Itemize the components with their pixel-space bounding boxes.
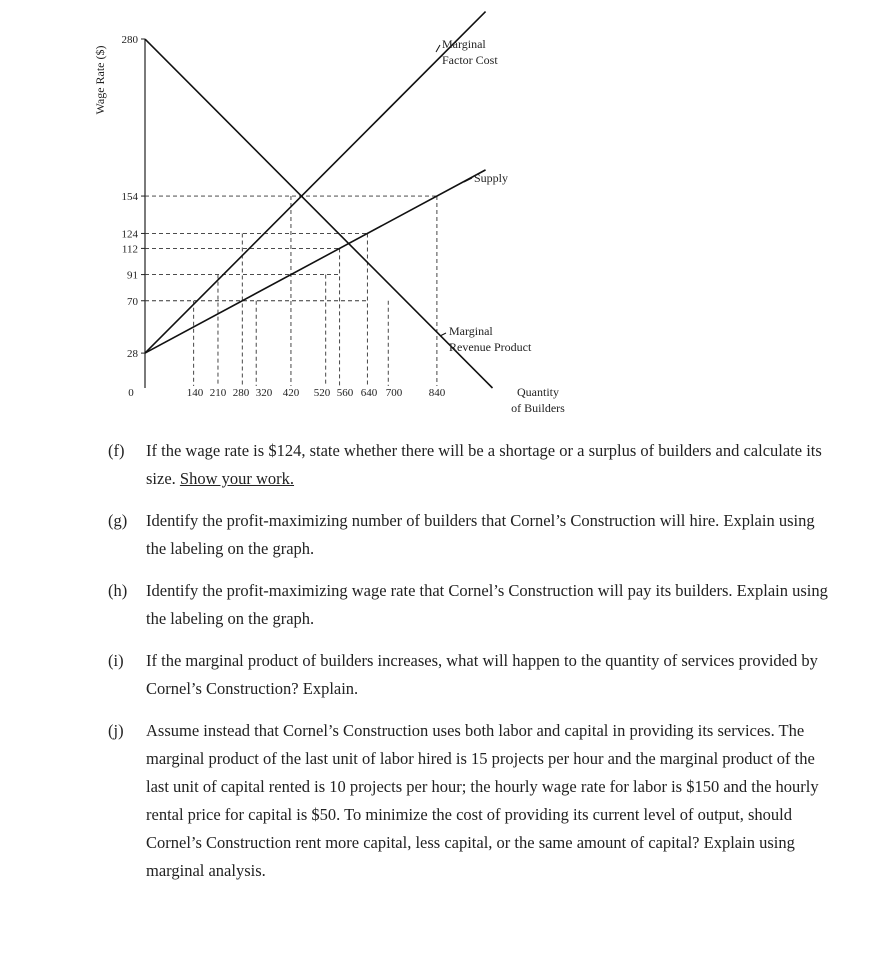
question-letter: (f) [108,441,125,460]
label-pointer [436,45,440,52]
labor-market-chart [0,0,875,425]
chart-area [0,0,875,425]
x-tick-label: 210 [209,387,227,399]
label-pointer [440,333,446,336]
y-tick-label: 112 [121,243,138,256]
y-tick-label: 91 [127,269,138,282]
marginal-revenue-product-label: Revenue Product [449,340,532,354]
x-axis-label: of Builders [511,401,565,415]
question-letter: (g) [108,511,128,530]
question-text: Identify the profit-maximizing number of builders that Cornel’s Construction will hire. Explain using the labeling on the graph. [146,511,815,558]
y-axis-label: Wage Rate ($) [93,45,107,115]
marginal-factor-cost-line [145,12,486,354]
y-tick-label: 280 [121,34,138,47]
marginal-revenue-product-label: Marginal [449,324,493,338]
marginal-factor-cost-label: Marginal [442,37,486,51]
marginal-factor-cost-label: Factor Cost [442,53,498,67]
y-tick-label: 28 [127,348,138,361]
question-item [108,507,828,563]
supply-label: Supply [474,171,509,185]
question-item [108,577,828,633]
question-item [108,717,828,885]
x-tick-label: 560 [336,387,354,399]
question-letter: (h) [108,581,128,600]
question-text: Identify the profit-maximizing wage rate that Cornel’s Construction will pay its builders. Explain using the labeling on the graph. [146,581,828,628]
question-text: If the wage rate is $124, state whether there will be a shortage or a surplus of builders and calculate its size. [146,441,822,488]
question-list [108,437,828,899]
question-letter: (i) [108,651,124,670]
x-tick-label: 840 [428,387,446,399]
y-tick-label: 154 [121,191,138,204]
y-tick-label: 70 [127,295,138,308]
x-axis-label: Quantity [517,385,559,399]
question-item [108,437,828,493]
x-tick-label: 140 [186,387,204,399]
x-tick-label: 420 [282,387,300,399]
question-text: If the marginal product of builders increases, what will happen to the quantity of services provided by Cornel’s Construction? Explain. [146,651,818,698]
x-tick-label: 520 [313,387,331,399]
x-tick-label: 700 [385,387,403,399]
question-item [108,647,828,703]
question-text: Assume instead that Cornel’s Construction uses both labor and capital in providing its services. The marginal product of the last unit of labor hired is 15 projects per hour and the marginal product of the last unit of capital rented is 10 projects per hour; the hourly wage rate for labor is $150 and the hourly rental price for capital is $50. To minimize the cost of providing its current level of output, should Cornel’s Construction rent more capital, less capital, or the same amount of capital? Explain using marginal analysis. [146,721,819,880]
question-letter: (j) [108,721,124,740]
y-tick-label: 124 [121,228,138,241]
x-tick-label: 280 [232,387,250,399]
supply-line [145,170,486,353]
x-tick-label: 0 [128,387,134,399]
x-tick-label: 320 [255,387,273,399]
question-emphasis: Show your work. [179,469,295,488]
x-tick-label: 640 [360,387,378,399]
